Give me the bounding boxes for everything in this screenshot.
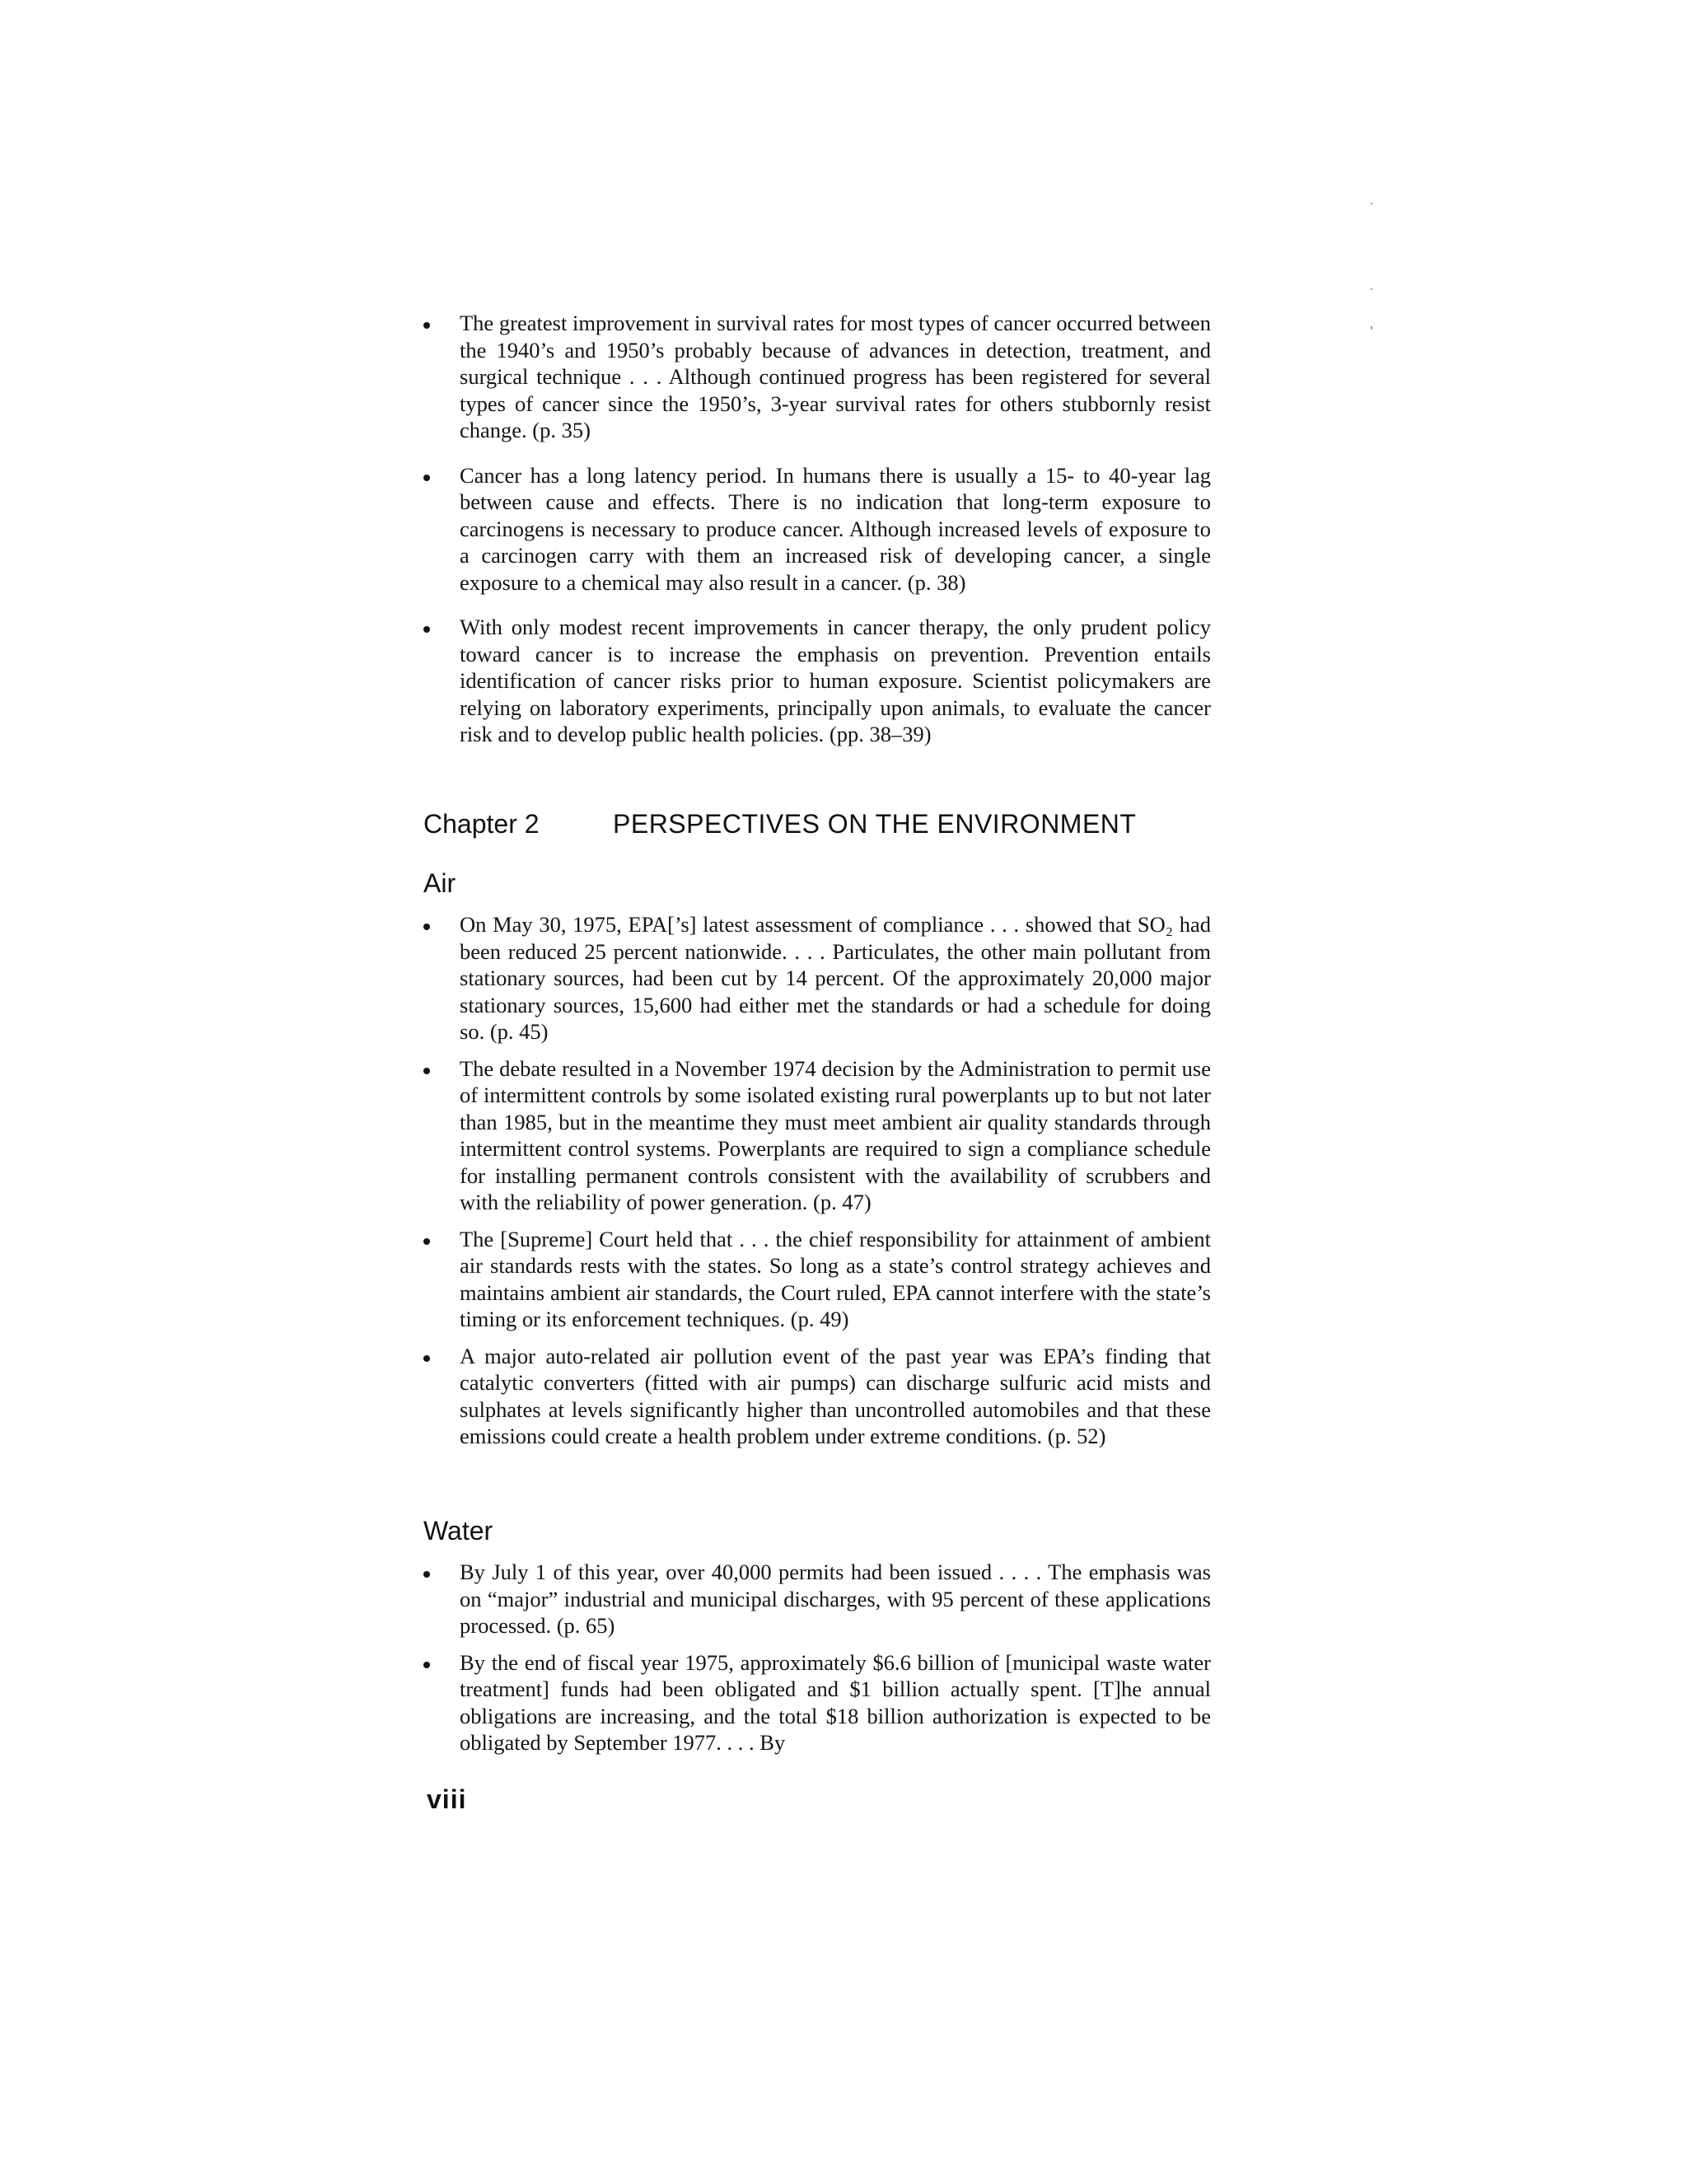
bullet-text: A major auto-related air pollution event of the past year was EPA’s finding that catalytic converters (fitted with air pumps) can discharge sulfuric acid mists and sulphates at levels significantly higher than uncontrolled automobiles and that these emissions could create a health problem under extreme conditions. (p. 52) bbox=[460, 1343, 1211, 1448]
page-number: viii bbox=[427, 1784, 467, 1814]
bullet-text: The debate resulted in a November 1974 decision by the Administration to permit use of intermittent controls by some isolated existing rural powerplants up to but not later than 1985, but in the meantime they must meet ambient air quality standards through intermittent control systems. Powerplants are required to sign a compliance schedule for installing permanent controls consistent with the availability of scrubbers and with the reliability of power generation. (p. 47) bbox=[460, 1055, 1211, 1214]
bullet-text: The greatest improvement in survival rates for most types of cancer occurred between the 1940’s and 1950’s probably because of advances in detection, treatment, and surgical technique . . . Although continued progress has been registered for several types of cancer since the 1950’s, 3-year survival rates for others stubbornly resist change. (p. 35) bbox=[460, 311, 1211, 442]
scan-mark bbox=[1371, 203, 1372, 204]
bullet-text: The [Supreme] Court held that . . . the chief responsibility for attainment of ambient air standards rests with the states. So long as a state’s control strategy achieves and maintains ambient air standards, the Court ruled, EPA cannot interfere with the state’s timing or its enforcement techniques. (p. 49) bbox=[460, 1226, 1211, 1331]
list-item bbox=[420, 1226, 1211, 1333]
water-bullet-list bbox=[420, 1559, 1211, 1756]
list-item bbox=[420, 1649, 1211, 1756]
section-heading-water: Water bbox=[423, 1516, 493, 1546]
air-bullet-list bbox=[420, 911, 1211, 1450]
list-item bbox=[420, 462, 1211, 596]
water-section bbox=[420, 1559, 1211, 1756]
list-item bbox=[420, 1055, 1211, 1216]
bullet-icon bbox=[423, 1571, 430, 1578]
bullet-text: By the end of fiscal year 1975, approximately $6.6 billion of [municipal waste water treatment] funds had been obligated and $1 billion actually spent. [T]he annual obligations are increasing, and the total $18 billion authorization is expected to be obligated by September 1977. . . . By bbox=[460, 1649, 1211, 1755]
bullet-text: Cancer has a long latency period. In humans there is usually a 15- to 40-year lag between cause and effects. There is no indication that long-term exposure to carcinogens is necessary to produce cancer. Although increased levels of exposure to a carcinogen carry with them an increased risk of developing cancer, a single exposure to a chemical may also result in a cancer. (p. 38) bbox=[460, 462, 1211, 595]
chapter-heading bbox=[423, 809, 1214, 850]
bullet-icon bbox=[423, 1068, 430, 1074]
chapter-title: PERSPECTIVES ON THE ENVIRONMENT bbox=[613, 809, 1137, 839]
bullet-icon bbox=[423, 322, 430, 329]
intro-section bbox=[420, 310, 1211, 748]
section-heading-air: Air bbox=[423, 868, 456, 898]
chapter-number: Chapter 2 bbox=[423, 809, 540, 839]
air-section bbox=[420, 911, 1211, 1450]
bullet-icon bbox=[423, 1238, 430, 1245]
bullet-text: On May 30, 1975, EPA[’s] latest assessment of compliance . . . showed that SO₂ had been reduced 25 percent nationwide. . . . Particulates, the other main pollutant from stationary sources, had been cut by 14 percent. Of the approximately 20,000 major stationary sources, 15,600 had either met the standards or had a schedule for doing so. (p. 45) bbox=[460, 912, 1211, 1044]
list-item bbox=[420, 911, 1211, 1045]
bullet-icon bbox=[423, 475, 430, 481]
list-item bbox=[420, 1559, 1211, 1639]
list-item bbox=[420, 310, 1211, 444]
bullet-icon bbox=[423, 924, 430, 930]
bullet-icon bbox=[423, 1355, 430, 1362]
intro-bullet-list bbox=[420, 310, 1211, 748]
list-item bbox=[420, 1343, 1211, 1450]
list-item bbox=[420, 614, 1211, 748]
bullet-icon bbox=[423, 626, 430, 633]
scan-mark bbox=[1371, 288, 1372, 290]
bullet-icon bbox=[423, 1662, 430, 1668]
bullet-text: By July 1 of this year, over 40,000 permits had been issued . . . . The emphasis was on “major” industrial and municipal discharges, with 95 percent of these applications processed. (p. 65) bbox=[460, 1560, 1211, 1638]
bullet-text: With only modest recent improvements in cancer therapy, the only prudent policy toward cancer is to increase the emphasis on prevention. Prevention entails identification of cancer risks prior to human exposure. Scientist policymakers are relying on laboratory experiments, principally upon animals, to evaluate the cancer risk and to develop public health policies. (pp. 38–39) bbox=[460, 615, 1211, 746]
scan-mark bbox=[1371, 326, 1372, 330]
